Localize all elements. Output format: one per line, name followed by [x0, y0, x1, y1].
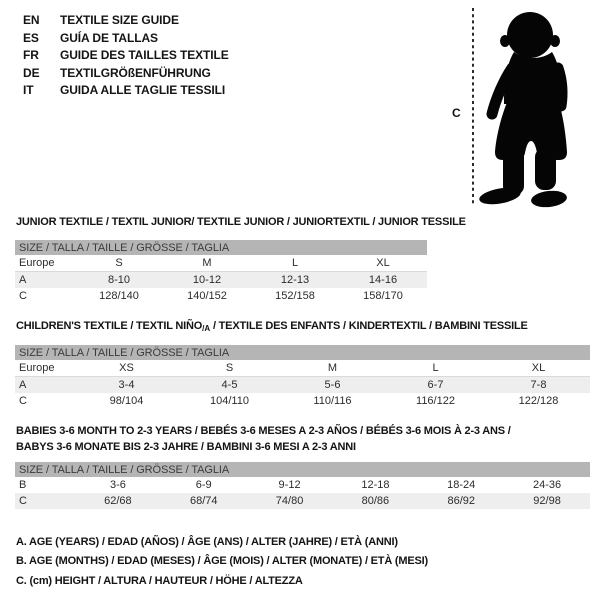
size-cell: L	[251, 255, 339, 272]
size-header-bar: SIZE / TALLA / TAILLE / GRÖSSE / TAGLIA	[15, 240, 427, 255]
size-cell: 68/74	[161, 493, 247, 509]
language-label: GUÍA DE TALLAS	[60, 30, 158, 45]
size-cell: 8-10	[75, 272, 163, 289]
babies-section-title	[16, 423, 511, 455]
size-cell: XS	[75, 360, 178, 377]
row-label: C	[15, 493, 75, 509]
language-code: DE	[23, 65, 40, 80]
size-cell: 6-7	[384, 377, 487, 394]
babies-title-line2: BABYS 3-6 MONATE BIS 2-3 JAHRE / BAMBINI 3-6 MESI A 2-3 ANNI	[16, 441, 356, 453]
row-label: Europe	[15, 255, 75, 272]
table-row	[15, 377, 590, 394]
language-code: FR	[23, 48, 39, 62]
size-cell: 5-6	[281, 377, 384, 394]
language-label: GUIDE DES TAILLES TEXTILE	[60, 48, 229, 62]
table-row	[15, 272, 427, 289]
table-row	[15, 477, 590, 493]
table-row	[15, 288, 427, 304]
size-cell: 62/68	[75, 493, 161, 509]
height-measure-label: C	[452, 106, 461, 120]
size-cell: 152/158	[275, 290, 315, 302]
language-code: IT	[23, 83, 34, 97]
legend-line-b: B. AGE (MONTHS) / EDAD (MESES) / ÂGE (MOIS) / ALTER (MONATE) / ETÀ (MESI)	[16, 555, 428, 568]
size-cell: 128/140	[99, 290, 139, 302]
table-row	[15, 255, 427, 272]
size-cell: 86/92	[418, 493, 504, 509]
language-row	[23, 65, 229, 83]
size-cell: 12-18	[361, 479, 390, 491]
size-cell: 6-9	[195, 479, 212, 491]
baby-silhouette-icon	[474, 8, 576, 208]
size-header-bar: SIZE / TALLA / TAILLE / GRÖSSE / TAGLIA	[15, 462, 590, 477]
babies-size-table	[15, 462, 590, 509]
size-cell: 158/170	[363, 290, 403, 302]
size-cell: S	[75, 255, 163, 272]
size-cell: XL	[487, 360, 590, 377]
size-cell: 98/104	[109, 395, 144, 407]
language-row	[23, 82, 229, 100]
junior-size-table	[15, 240, 427, 304]
legend-line-a: A. AGE (YEARS) / EDAD (AÑOS) / ÂGE (ANS) / ALTER (JAHRE) / ETÀ (ANNI)	[16, 536, 398, 548]
babies-title-line1: BABIES 3-6 MONTH TO 2-3 YEARS / BEBÉS 3-6 MESES A 2-3 AÑOS / BÉBÉS 3-6 MOIS À 2-3 ANS /	[16, 425, 511, 437]
row-label: C	[19, 290, 27, 302]
row-label: Europe	[15, 360, 75, 377]
children-size-table	[15, 345, 590, 409]
size-cell: 12-13	[251, 272, 339, 289]
children-section-title	[16, 319, 528, 336]
size-cell: L	[384, 360, 487, 377]
size-cell: 122/128	[518, 395, 559, 407]
size-cell: 74/80	[247, 493, 333, 509]
size-cell: 14-16	[339, 272, 427, 289]
size-cell: 140/152	[187, 290, 227, 302]
size-cell: 116/122	[416, 395, 455, 407]
size-cell: 3-4	[75, 377, 178, 394]
language-code: EN	[23, 13, 40, 27]
legend-line-c: C. (cm) HEIGHT / ALTURA / HAUTEUR / HÖHE / ALTEZZA	[16, 574, 303, 587]
language-code: ES	[23, 30, 39, 45]
row-label: A	[15, 272, 75, 289]
size-header-bar: SIZE / TALLA / TAILLE / GRÖSSE / TAGLIA	[15, 345, 590, 360]
table-row	[15, 493, 590, 509]
language-row	[23, 12, 229, 30]
size-cell: 4-5	[178, 377, 281, 394]
language-row	[23, 30, 229, 48]
children-title-post: / TEXTILE DES ENFANTS / KINDERTEXTIL / BAMBINI TESSILE	[210, 320, 528, 332]
language-label: GUIDA ALLE TAGLIE TESSILI	[60, 83, 226, 97]
size-cell: 7-8	[487, 377, 590, 394]
row-label: C	[19, 395, 27, 407]
row-label: A	[15, 377, 75, 394]
size-cell: M	[281, 360, 384, 377]
language-label: TEXTILGRÖßENFÜHRUNG	[60, 65, 211, 80]
size-cell: XL	[339, 255, 427, 272]
size-cell: 104/110	[210, 395, 249, 407]
table-row	[15, 360, 590, 377]
language-label: TEXTILE SIZE GUIDE	[60, 13, 179, 27]
measure-legend	[16, 533, 428, 591]
size-cell: 80/86	[332, 493, 418, 509]
junior-section-title: JUNIOR TEXTILE / TEXTIL JUNIOR/ TEXTILE JUNIOR / JUNIORTEXTIL / JUNIOR TESSILE	[16, 216, 466, 228]
row-label: B	[19, 479, 27, 491]
language-row	[23, 47, 229, 65]
size-cell: 10-12	[163, 272, 251, 289]
children-title-pre: CHILDREN'S TEXTILE / TEXTIL NIÑO	[16, 320, 203, 332]
size-cell: S	[178, 360, 281, 377]
size-cell: 9-12	[278, 479, 301, 491]
table-row	[15, 393, 590, 409]
size-cell: 18-24	[447, 479, 476, 491]
size-cell: 24-36	[533, 479, 562, 491]
size-cell: 110/116	[313, 395, 352, 407]
size-cell: M	[163, 255, 251, 272]
children-title-sub: /A	[202, 324, 211, 333]
size-cell: 3-6	[109, 479, 126, 491]
language-list	[23, 12, 229, 100]
size-cell: 92/98	[504, 493, 590, 509]
